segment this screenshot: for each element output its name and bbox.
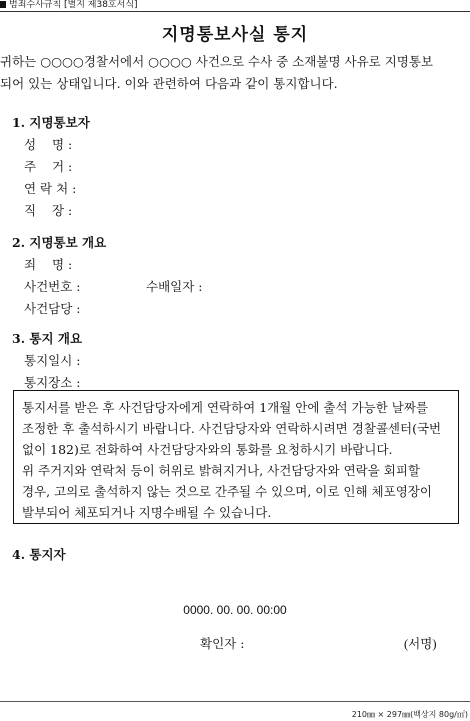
form-reference-label: 범죄수사규칙 [별지 제38호서식] <box>9 0 138 10</box>
notice-box <box>13 390 459 524</box>
field-case-number: 사건번호 : <box>24 279 81 294</box>
section1-heading: 1. 지명통보자 <box>12 115 90 130</box>
signature-label: (서명) <box>404 637 437 651</box>
header-divider <box>0 11 470 12</box>
field-case-officer: 사건담당 : <box>24 301 81 316</box>
document-title: 지명통보사실 통지 <box>161 25 309 45</box>
intro-paragraph <box>0 51 470 95</box>
section2-heading: 2. 지명통보 개요 <box>12 235 107 250</box>
notice-line: 조정한 후 출석하시기 바랍니다. 사건담당자와 연락하시려면 경찰콜센터(국번 <box>22 421 442 436</box>
field-charge: 죄 명 : <box>24 257 73 272</box>
paper-spec: 210㎜ × 297㎜(백상지 80g/㎡) <box>351 710 468 719</box>
notice-line: 발부되어 체포되거나 지명수배될 수 있습니다. <box>22 505 272 520</box>
intro-line-1: 귀하는 ○○○○경찰서에서 ○○○○ 사건으로 수사 중 소재불명 사유로 지명통보 <box>0 54 433 69</box>
field-workplace: 직 장 : <box>24 203 73 218</box>
notice-line: 위 주거지와 연락처 등이 허위로 밝혀지거나, 사건담당자와 연락을 회피할 <box>22 463 421 478</box>
footer-divider <box>0 701 470 702</box>
form-reference <box>0 0 138 10</box>
field-notice-datetime: 통지일시 : <box>24 353 81 368</box>
field-notice-place: 통지장소 : <box>24 375 81 390</box>
notice-line: 없이 182)로 전화하여 사건담당자와의 통화를 요청하시기 바랍니다. <box>22 442 393 457</box>
field-contact: 연 락 처 : <box>24 181 77 196</box>
section4-heading: 4. 통지자 <box>12 547 66 562</box>
bullet-square-icon <box>0 1 6 8</box>
section3-heading: 3. 통지 개요 <box>12 331 83 346</box>
notice-line: 통지서를 받은 후 사건담당자에게 연락하여 1개월 안에 출석 가능한 날짜를 <box>22 400 428 415</box>
intro-line-2: 되어 있는 상태입니다. 이와 관련하여 다음과 같이 통지합니다. <box>0 76 338 91</box>
field-address: 주 거 : <box>24 159 73 174</box>
field-wanted-date: 수배일자 : <box>146 279 203 294</box>
field-name: 성 명 : <box>24 137 73 152</box>
notice-line: 경우, 고의로 출석하지 않는 것으로 간주될 수 있으며, 이로 인해 체포영장이 <box>22 484 432 499</box>
notice-date: 0000. 00. 00. 00:00 <box>183 603 287 617</box>
confirmer-label: 확인자 : <box>200 636 245 651</box>
